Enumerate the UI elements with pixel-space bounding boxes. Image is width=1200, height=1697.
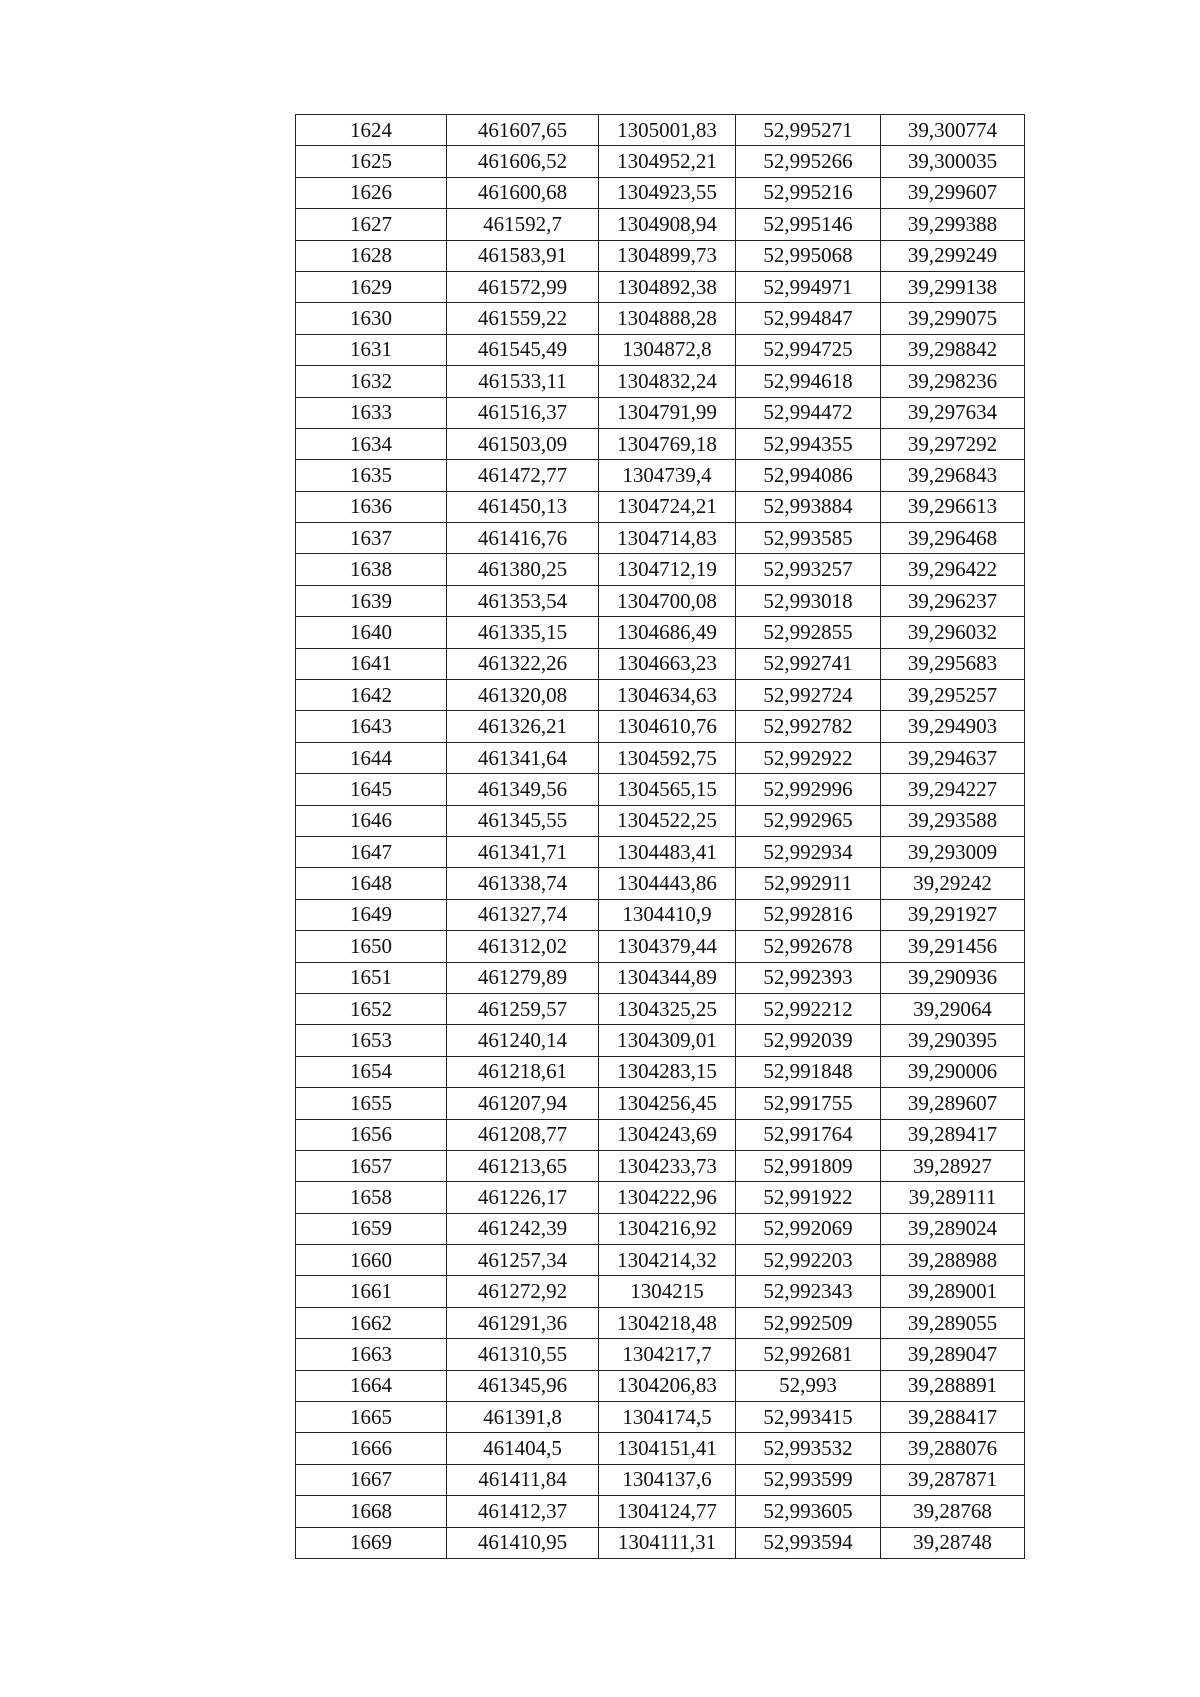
point-number-cell: 1659 [296, 1213, 447, 1244]
point-number-cell: 1662 [296, 1307, 447, 1338]
latitude-cell: 52,992741 [736, 648, 881, 679]
longitude-cell: 39,294903 [881, 711, 1025, 742]
point-number-cell: 1663 [296, 1339, 447, 1370]
y-coordinate-cell: 1304151,41 [599, 1433, 736, 1464]
y-coordinate-cell: 1304222,96 [599, 1182, 736, 1213]
y-coordinate-cell: 1304309,01 [599, 1025, 736, 1056]
longitude-cell: 39,298236 [881, 366, 1025, 397]
latitude-cell: 52,992039 [736, 1025, 881, 1056]
longitude-cell: 39,293588 [881, 805, 1025, 836]
longitude-cell: 39,295257 [881, 680, 1025, 711]
y-coordinate-cell: 1304714,83 [599, 523, 736, 554]
x-coordinate-cell: 461207,94 [447, 1088, 599, 1119]
latitude-cell: 52,992855 [736, 617, 881, 648]
x-coordinate-cell: 461607,65 [447, 115, 599, 146]
point-number-cell: 1656 [296, 1119, 447, 1150]
x-coordinate-cell: 461411,84 [447, 1464, 599, 1495]
longitude-cell: 39,289417 [881, 1119, 1025, 1150]
y-coordinate-cell: 1304610,76 [599, 711, 736, 742]
longitude-cell: 39,297634 [881, 397, 1025, 428]
y-coordinate-cell: 1304888,28 [599, 303, 736, 334]
table-row [296, 1464, 1025, 1495]
point-number-cell: 1635 [296, 460, 447, 491]
latitude-cell: 52,995146 [736, 209, 881, 240]
point-number-cell: 1664 [296, 1370, 447, 1401]
latitude-cell: 52,992782 [736, 711, 881, 742]
longitude-cell: 39,28748 [881, 1527, 1025, 1558]
y-coordinate-cell: 1304283,15 [599, 1056, 736, 1087]
latitude-cell: 52,994618 [736, 366, 881, 397]
y-coordinate-cell: 1304663,23 [599, 648, 736, 679]
y-coordinate-cell: 1304124,77 [599, 1496, 736, 1527]
x-coordinate-cell: 461345,96 [447, 1370, 599, 1401]
point-number-cell: 1636 [296, 491, 447, 522]
table-row [296, 397, 1025, 428]
latitude-cell: 52,992509 [736, 1307, 881, 1338]
y-coordinate-cell: 1304217,7 [599, 1339, 736, 1370]
latitude-cell: 52,992996 [736, 774, 881, 805]
latitude-cell: 52,993599 [736, 1464, 881, 1495]
longitude-cell: 39,291927 [881, 899, 1025, 930]
table-row [296, 1433, 1025, 1464]
x-coordinate-cell: 461559,22 [447, 303, 599, 334]
point-number-cell: 1667 [296, 1464, 447, 1495]
coordinates-table-body [296, 115, 1025, 1559]
latitude-cell: 52,992212 [736, 993, 881, 1024]
point-number-cell: 1633 [296, 397, 447, 428]
table-row [296, 554, 1025, 585]
longitude-cell: 39,294637 [881, 742, 1025, 773]
x-coordinate-cell: 461327,74 [447, 899, 599, 930]
latitude-cell: 52,994472 [736, 397, 881, 428]
longitude-cell: 39,299075 [881, 303, 1025, 334]
latitude-cell: 52,993884 [736, 491, 881, 522]
table-row [296, 805, 1025, 836]
table-row [296, 1339, 1025, 1370]
latitude-cell: 52,992724 [736, 680, 881, 711]
table-row [296, 931, 1025, 962]
table-row [296, 1119, 1025, 1150]
point-number-cell: 1661 [296, 1276, 447, 1307]
latitude-cell: 52,994086 [736, 460, 881, 491]
table-row [296, 711, 1025, 742]
x-coordinate-cell: 461279,89 [447, 962, 599, 993]
x-coordinate-cell: 461272,92 [447, 1276, 599, 1307]
point-number-cell: 1648 [296, 868, 447, 899]
y-coordinate-cell: 1304565,15 [599, 774, 736, 805]
latitude-cell: 52,993532 [736, 1433, 881, 1464]
y-coordinate-cell: 1304872,8 [599, 334, 736, 365]
x-coordinate-cell: 461242,39 [447, 1213, 599, 1244]
y-coordinate-cell: 1304233,73 [599, 1150, 736, 1181]
x-coordinate-cell: 461341,71 [447, 836, 599, 867]
point-number-cell: 1625 [296, 146, 447, 177]
longitude-cell: 39,290395 [881, 1025, 1025, 1056]
y-coordinate-cell: 1304724,21 [599, 491, 736, 522]
longitude-cell: 39,299138 [881, 271, 1025, 302]
x-coordinate-cell: 461533,11 [447, 366, 599, 397]
latitude-cell: 52,994847 [736, 303, 881, 334]
point-number-cell: 1649 [296, 899, 447, 930]
point-number-cell: 1657 [296, 1150, 447, 1181]
y-coordinate-cell: 1304174,5 [599, 1402, 736, 1433]
longitude-cell: 39,293009 [881, 836, 1025, 867]
x-coordinate-cell: 461545,49 [447, 334, 599, 365]
longitude-cell: 39,290936 [881, 962, 1025, 993]
point-number-cell: 1643 [296, 711, 447, 742]
latitude-cell: 52,993018 [736, 585, 881, 616]
x-coordinate-cell: 461353,54 [447, 585, 599, 616]
x-coordinate-cell: 461404,5 [447, 1433, 599, 1464]
point-number-cell: 1668 [296, 1496, 447, 1527]
longitude-cell: 39,289047 [881, 1339, 1025, 1370]
table-row [296, 1150, 1025, 1181]
longitude-cell: 39,296468 [881, 523, 1025, 554]
longitude-cell: 39,289607 [881, 1088, 1025, 1119]
latitude-cell: 52,992965 [736, 805, 881, 836]
point-number-cell: 1629 [296, 271, 447, 302]
x-coordinate-cell: 461259,57 [447, 993, 599, 1024]
y-coordinate-cell: 1304243,69 [599, 1119, 736, 1150]
latitude-cell: 52,992343 [736, 1276, 881, 1307]
table-row [296, 1245, 1025, 1276]
point-number-cell: 1624 [296, 115, 447, 146]
x-coordinate-cell: 461472,77 [447, 460, 599, 491]
latitude-cell: 52,992681 [736, 1339, 881, 1370]
x-coordinate-cell: 461218,61 [447, 1056, 599, 1087]
latitude-cell: 52,995068 [736, 240, 881, 271]
table-row [296, 742, 1025, 773]
x-coordinate-cell: 461335,15 [447, 617, 599, 648]
x-coordinate-cell: 461310,55 [447, 1339, 599, 1370]
latitude-cell: 52,995271 [736, 115, 881, 146]
longitude-cell: 39,290006 [881, 1056, 1025, 1087]
y-coordinate-cell: 1304908,94 [599, 209, 736, 240]
x-coordinate-cell: 461338,74 [447, 868, 599, 899]
x-coordinate-cell: 461600,68 [447, 177, 599, 208]
y-coordinate-cell: 1304791,99 [599, 397, 736, 428]
latitude-cell: 52,992922 [736, 742, 881, 773]
latitude-cell: 52,994355 [736, 428, 881, 459]
table-row [296, 1402, 1025, 1433]
latitude-cell: 52,992911 [736, 868, 881, 899]
latitude-cell: 52,993594 [736, 1527, 881, 1558]
y-coordinate-cell: 1304686,49 [599, 617, 736, 648]
point-number-cell: 1669 [296, 1527, 447, 1558]
point-number-cell: 1631 [296, 334, 447, 365]
latitude-cell: 52,992678 [736, 931, 881, 962]
latitude-cell: 52,993257 [736, 554, 881, 585]
y-coordinate-cell: 1304206,83 [599, 1370, 736, 1401]
table-row [296, 836, 1025, 867]
x-coordinate-cell: 461592,7 [447, 209, 599, 240]
point-number-cell: 1639 [296, 585, 447, 616]
x-coordinate-cell: 461583,91 [447, 240, 599, 271]
x-coordinate-cell: 461291,36 [447, 1307, 599, 1338]
longitude-cell: 39,289001 [881, 1276, 1025, 1307]
longitude-cell: 39,29242 [881, 868, 1025, 899]
longitude-cell: 39,295683 [881, 648, 1025, 679]
table-row [296, 1056, 1025, 1087]
latitude-cell: 52,991809 [736, 1150, 881, 1181]
point-number-cell: 1641 [296, 648, 447, 679]
latitude-cell: 52,991922 [736, 1182, 881, 1213]
longitude-cell: 39,299388 [881, 209, 1025, 240]
longitude-cell: 39,288076 [881, 1433, 1025, 1464]
point-number-cell: 1652 [296, 993, 447, 1024]
latitude-cell: 52,992203 [736, 1245, 881, 1276]
table-row [296, 460, 1025, 491]
table-row [296, 1088, 1025, 1119]
y-coordinate-cell: 1304832,24 [599, 366, 736, 397]
x-coordinate-cell: 461349,56 [447, 774, 599, 805]
longitude-cell: 39,297292 [881, 428, 1025, 459]
latitude-cell: 52,993 [736, 1370, 881, 1401]
point-number-cell: 1660 [296, 1245, 447, 1276]
longitude-cell: 39,289024 [881, 1213, 1025, 1244]
table-row [296, 303, 1025, 334]
x-coordinate-cell: 461208,77 [447, 1119, 599, 1150]
x-coordinate-cell: 461213,65 [447, 1150, 599, 1181]
longitude-cell: 39,288891 [881, 1370, 1025, 1401]
y-coordinate-cell: 1304379,44 [599, 931, 736, 962]
longitude-cell: 39,289111 [881, 1182, 1025, 1213]
longitude-cell: 39,299607 [881, 177, 1025, 208]
table-row [296, 1307, 1025, 1338]
y-coordinate-cell: 1304483,41 [599, 836, 736, 867]
table-row [296, 115, 1025, 146]
x-coordinate-cell: 461516,37 [447, 397, 599, 428]
point-number-cell: 1628 [296, 240, 447, 271]
longitude-cell: 39,296843 [881, 460, 1025, 491]
y-coordinate-cell: 1305001,83 [599, 115, 736, 146]
x-coordinate-cell: 461326,21 [447, 711, 599, 742]
point-number-cell: 1647 [296, 836, 447, 867]
coordinates-table [295, 114, 1025, 1559]
point-number-cell: 1634 [296, 428, 447, 459]
table-row [296, 1370, 1025, 1401]
latitude-cell: 52,992393 [736, 962, 881, 993]
table-row [296, 648, 1025, 679]
table-row [296, 366, 1025, 397]
point-number-cell: 1626 [296, 177, 447, 208]
latitude-cell: 52,993415 [736, 1402, 881, 1433]
table-row [296, 962, 1025, 993]
y-coordinate-cell: 1304111,31 [599, 1527, 736, 1558]
longitude-cell: 39,296422 [881, 554, 1025, 585]
point-number-cell: 1640 [296, 617, 447, 648]
point-number-cell: 1654 [296, 1056, 447, 1087]
longitude-cell: 39,288988 [881, 1245, 1025, 1276]
table-row [296, 899, 1025, 930]
x-coordinate-cell: 461322,26 [447, 648, 599, 679]
point-number-cell: 1646 [296, 805, 447, 836]
y-coordinate-cell: 1304592,75 [599, 742, 736, 773]
y-coordinate-cell: 1304218,48 [599, 1307, 736, 1338]
longitude-cell: 39,296032 [881, 617, 1025, 648]
y-coordinate-cell: 1304216,92 [599, 1213, 736, 1244]
latitude-cell: 52,992934 [736, 836, 881, 867]
x-coordinate-cell: 461391,8 [447, 1402, 599, 1433]
x-coordinate-cell: 461410,95 [447, 1527, 599, 1558]
longitude-cell: 39,296613 [881, 491, 1025, 522]
latitude-cell: 52,991764 [736, 1119, 881, 1150]
longitude-cell: 39,288417 [881, 1402, 1025, 1433]
table-row [296, 209, 1025, 240]
longitude-cell: 39,300035 [881, 146, 1025, 177]
y-coordinate-cell: 1304215 [599, 1276, 736, 1307]
y-coordinate-cell: 1304325,25 [599, 993, 736, 1024]
table-row [296, 177, 1025, 208]
y-coordinate-cell: 1304137,6 [599, 1464, 736, 1495]
y-coordinate-cell: 1304256,45 [599, 1088, 736, 1119]
point-number-cell: 1642 [296, 680, 447, 711]
x-coordinate-cell: 461572,99 [447, 271, 599, 302]
x-coordinate-cell: 461412,37 [447, 1496, 599, 1527]
y-coordinate-cell: 1304739,4 [599, 460, 736, 491]
table-row [296, 428, 1025, 459]
y-coordinate-cell: 1304410,9 [599, 899, 736, 930]
x-coordinate-cell: 461345,55 [447, 805, 599, 836]
x-coordinate-cell: 461257,34 [447, 1245, 599, 1276]
latitude-cell: 52,993585 [736, 523, 881, 554]
y-coordinate-cell: 1304892,38 [599, 271, 736, 302]
longitude-cell: 39,298842 [881, 334, 1025, 365]
latitude-cell: 52,993605 [736, 1496, 881, 1527]
longitude-cell: 39,296237 [881, 585, 1025, 616]
point-number-cell: 1627 [296, 209, 447, 240]
latitude-cell: 52,991755 [736, 1088, 881, 1119]
table-row [296, 774, 1025, 805]
point-number-cell: 1645 [296, 774, 447, 805]
latitude-cell: 52,994971 [736, 271, 881, 302]
x-coordinate-cell: 461380,25 [447, 554, 599, 585]
table-row [296, 146, 1025, 177]
table-row [296, 491, 1025, 522]
latitude-cell: 52,991848 [736, 1056, 881, 1087]
y-coordinate-cell: 1304952,21 [599, 146, 736, 177]
latitude-cell: 52,992816 [736, 899, 881, 930]
longitude-cell: 39,299249 [881, 240, 1025, 271]
y-coordinate-cell: 1304522,25 [599, 805, 736, 836]
x-coordinate-cell: 461320,08 [447, 680, 599, 711]
longitude-cell: 39,28768 [881, 1496, 1025, 1527]
y-coordinate-cell: 1304769,18 [599, 428, 736, 459]
table-row [296, 334, 1025, 365]
table-row [296, 523, 1025, 554]
longitude-cell: 39,300774 [881, 115, 1025, 146]
point-number-cell: 1650 [296, 931, 447, 962]
point-number-cell: 1651 [296, 962, 447, 993]
y-coordinate-cell: 1304443,86 [599, 868, 736, 899]
y-coordinate-cell: 1304344,89 [599, 962, 736, 993]
table-row [296, 868, 1025, 899]
table-row [296, 1025, 1025, 1056]
longitude-cell: 39,29064 [881, 993, 1025, 1024]
point-number-cell: 1630 [296, 303, 447, 334]
longitude-cell: 39,294227 [881, 774, 1025, 805]
table-row [296, 240, 1025, 271]
table-row [296, 680, 1025, 711]
x-coordinate-cell: 461312,02 [447, 931, 599, 962]
table-row [296, 1496, 1025, 1527]
table-row [296, 1213, 1025, 1244]
latitude-cell: 52,995266 [736, 146, 881, 177]
y-coordinate-cell: 1304214,32 [599, 1245, 736, 1276]
point-number-cell: 1632 [296, 366, 447, 397]
point-number-cell: 1665 [296, 1402, 447, 1433]
longitude-cell: 39,28927 [881, 1150, 1025, 1181]
y-coordinate-cell: 1304700,08 [599, 585, 736, 616]
latitude-cell: 52,994725 [736, 334, 881, 365]
table-row [296, 617, 1025, 648]
table-row [296, 271, 1025, 302]
longitude-cell: 39,289055 [881, 1307, 1025, 1338]
latitude-cell: 52,995216 [736, 177, 881, 208]
table-row [296, 585, 1025, 616]
x-coordinate-cell: 461240,14 [447, 1025, 599, 1056]
point-number-cell: 1658 [296, 1182, 447, 1213]
x-coordinate-cell: 461606,52 [447, 146, 599, 177]
point-number-cell: 1653 [296, 1025, 447, 1056]
y-coordinate-cell: 1304634,63 [599, 680, 736, 711]
x-coordinate-cell: 461450,13 [447, 491, 599, 522]
point-number-cell: 1638 [296, 554, 447, 585]
longitude-cell: 39,287871 [881, 1464, 1025, 1495]
table-row [296, 1182, 1025, 1213]
point-number-cell: 1637 [296, 523, 447, 554]
y-coordinate-cell: 1304923,55 [599, 177, 736, 208]
y-coordinate-cell: 1304899,73 [599, 240, 736, 271]
table-row [296, 1276, 1025, 1307]
point-number-cell: 1666 [296, 1433, 447, 1464]
table-row [296, 1527, 1025, 1558]
x-coordinate-cell: 461503,09 [447, 428, 599, 459]
x-coordinate-cell: 461341,64 [447, 742, 599, 773]
point-number-cell: 1655 [296, 1088, 447, 1119]
longitude-cell: 39,291456 [881, 931, 1025, 962]
latitude-cell: 52,992069 [736, 1213, 881, 1244]
point-number-cell: 1644 [296, 742, 447, 773]
table-row [296, 993, 1025, 1024]
x-coordinate-cell: 461416,76 [447, 523, 599, 554]
y-coordinate-cell: 1304712,19 [599, 554, 736, 585]
x-coordinate-cell: 461226,17 [447, 1182, 599, 1213]
